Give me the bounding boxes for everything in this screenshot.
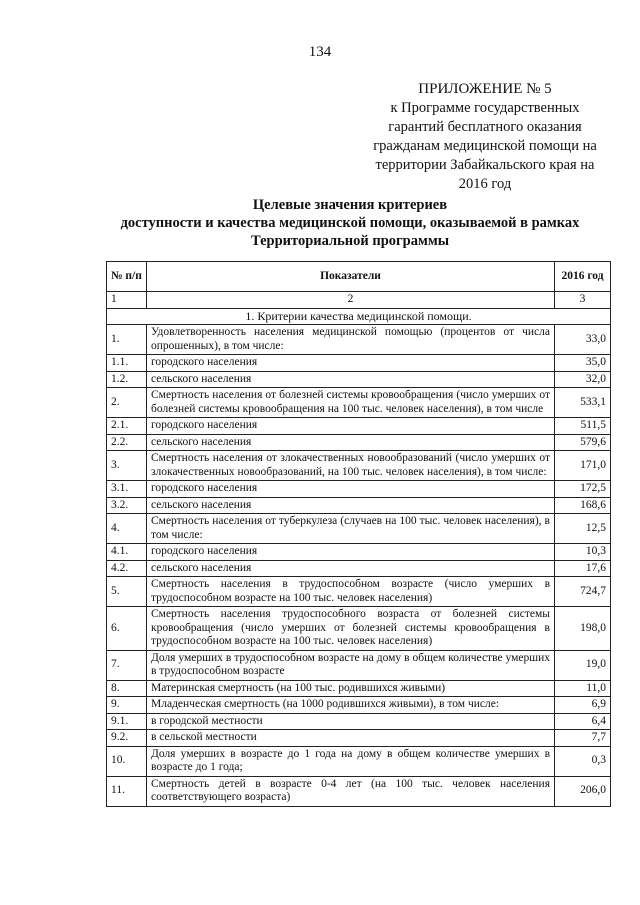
document-title-line: доступности и качества медицинской помощи, оказываемой в рамках	[120, 215, 580, 231]
row-indicator: Смертность населения трудоспособного возраста от болезней системы кровообращения (число умерших от болезней системы кровообращения в трудоспособном возрасте на 100 тыс. человек населения)	[147, 607, 555, 651]
col-index-num: 1	[107, 292, 147, 309]
row-number: 2.1.	[107, 418, 147, 435]
row-value: 579,6	[555, 434, 611, 451]
row-indicator: Смертность населения в трудоспособном возрасте (число умерших в трудоспособном возрасте на 100 тыс. человек населения)	[147, 577, 555, 607]
row-value: 10,3	[555, 544, 611, 561]
row-number: 3.2.	[107, 497, 147, 514]
appendix-block	[360, 80, 610, 194]
row-indicator: Материнская смертность (на 100 тыс. родившихся живыми)	[147, 680, 555, 697]
table-row	[107, 680, 611, 697]
row-number: 9.1.	[107, 713, 147, 730]
row-indicator: Доля умерших в возрасте до 1 года на дому в общем количестве умерших в возрасте до 1 года;	[147, 746, 555, 776]
appendix-line: к Программе государственных	[390, 100, 580, 116]
col-index-indicator: 2	[147, 292, 555, 309]
row-value: 6,9	[555, 697, 611, 714]
document-title-line: Территориальной программы	[250, 233, 450, 249]
row-indicator: Доля умерших в трудоспособном возрасте на дому в общем количестве умерших в трудоспособном возрасте	[147, 650, 555, 680]
table-row	[107, 544, 611, 561]
table-row	[107, 560, 611, 577]
table-row	[107, 451, 611, 481]
header-indicator: Показатели	[147, 262, 555, 292]
row-indicator: в сельской местности	[147, 730, 555, 747]
table-row	[107, 607, 611, 651]
header-year: 2016 год	[555, 262, 611, 292]
row-indicator: сельского населения	[147, 371, 555, 388]
row-number: 7.	[107, 650, 147, 680]
row-value: 19,0	[555, 650, 611, 680]
row-indicator: сельского населения	[147, 497, 555, 514]
row-value: 17,6	[555, 560, 611, 577]
row-indicator: Младенческая смертность (на 1000 родившихся живыми), в том числе:	[147, 697, 555, 714]
row-number: 3.	[107, 451, 147, 481]
row-value: 33,0	[555, 325, 611, 355]
row-number: 6.	[107, 607, 147, 651]
row-number: 9.	[107, 697, 147, 714]
row-number: 9.2.	[107, 730, 147, 747]
table-row	[107, 418, 611, 435]
table-row	[107, 497, 611, 514]
table-row	[107, 325, 611, 355]
row-indicator: Смертность населения от злокачественных новообразований (число умерших от злокачественных новообразований, на 100 тыс. человек населения), в том числе:	[147, 451, 555, 481]
table-row	[107, 697, 611, 714]
column-index-row	[107, 292, 611, 309]
document-title-line: Целевые значения критериев	[252, 197, 448, 213]
row-number: 4.1.	[107, 544, 147, 561]
row-indicator: Удовлетворенность населения медицинской помощью (процентов от числа опрошенных), в том числе:	[147, 325, 555, 355]
table-row	[107, 577, 611, 607]
row-value: 12,5	[555, 514, 611, 544]
header-num: № п/п	[107, 262, 147, 292]
row-value: 198,0	[555, 607, 611, 651]
row-number: 1.2.	[107, 371, 147, 388]
section-title: 1. Критерии качества медицинской помощи.	[107, 308, 611, 325]
row-indicator: городского населения	[147, 481, 555, 498]
row-number: 4.	[107, 514, 147, 544]
row-number: 11.	[107, 776, 147, 806]
row-value: 35,0	[555, 355, 611, 372]
row-value: 0,3	[555, 746, 611, 776]
document-title	[100, 196, 600, 250]
row-value: 206,0	[555, 776, 611, 806]
appendix-title: ПРИЛОЖЕНИЕ № 5	[418, 81, 552, 97]
page-number: 134	[308, 44, 332, 60]
table-row	[107, 730, 611, 747]
row-value: 11,0	[555, 680, 611, 697]
table-row	[107, 355, 611, 372]
appendix-line: гражданам медицинской помощи на	[373, 138, 597, 154]
row-number: 3.1.	[107, 481, 147, 498]
table-row	[107, 388, 611, 418]
row-value: 533,1	[555, 388, 611, 418]
table-row	[107, 481, 611, 498]
table-row	[107, 776, 611, 806]
row-number: 8.	[107, 680, 147, 697]
row-value: 511,5	[555, 418, 611, 435]
section-row	[107, 308, 611, 325]
table-header-row	[107, 262, 611, 292]
table-row	[107, 713, 611, 730]
table-row	[107, 371, 611, 388]
table-row	[107, 434, 611, 451]
appendix-line: гарантий бесплатного оказания	[388, 119, 582, 135]
row-number: 1.1.	[107, 355, 147, 372]
row-indicator: в городской местности	[147, 713, 555, 730]
row-indicator: городского населения	[147, 418, 555, 435]
row-number: 10.	[107, 746, 147, 776]
row-indicator: сельского населения	[147, 560, 555, 577]
appendix-line: 2016 год	[458, 176, 512, 192]
row-indicator: сельского населения	[147, 434, 555, 451]
row-indicator: Смертность населения от болезней системы кровообращения (число умерших от болезней системы кровообращения на 100 тыс. человек населения), в том числе	[147, 388, 555, 418]
row-value: 6,4	[555, 713, 611, 730]
row-value: 171,0	[555, 451, 611, 481]
row-indicator: городского населения	[147, 544, 555, 561]
row-value: 168,6	[555, 497, 611, 514]
row-indicator: Смертность детей в возрасте 0-4 лет (на 100 тыс. человек населения соответствующего возраста)	[147, 776, 555, 806]
row-value: 32,0	[555, 371, 611, 388]
row-indicator: Смертность населения от туберкулеза (случаев на 100 тыс. человек населения), в том числе:	[147, 514, 555, 544]
row-number: 2.2.	[107, 434, 147, 451]
table-row	[107, 746, 611, 776]
row-number: 1.	[107, 325, 147, 355]
row-value: 7,7	[555, 730, 611, 747]
appendix-line: территории Забайкальского края на	[375, 157, 595, 173]
row-number: 5.	[107, 577, 147, 607]
criteria-table	[106, 261, 611, 807]
row-value: 172,5	[555, 481, 611, 498]
table-row	[107, 514, 611, 544]
row-number: 2.	[107, 388, 147, 418]
row-number: 4.2.	[107, 560, 147, 577]
row-value: 724,7	[555, 577, 611, 607]
table-row	[107, 650, 611, 680]
col-index-year: 3	[555, 292, 611, 309]
row-indicator: городского населения	[147, 355, 555, 372]
